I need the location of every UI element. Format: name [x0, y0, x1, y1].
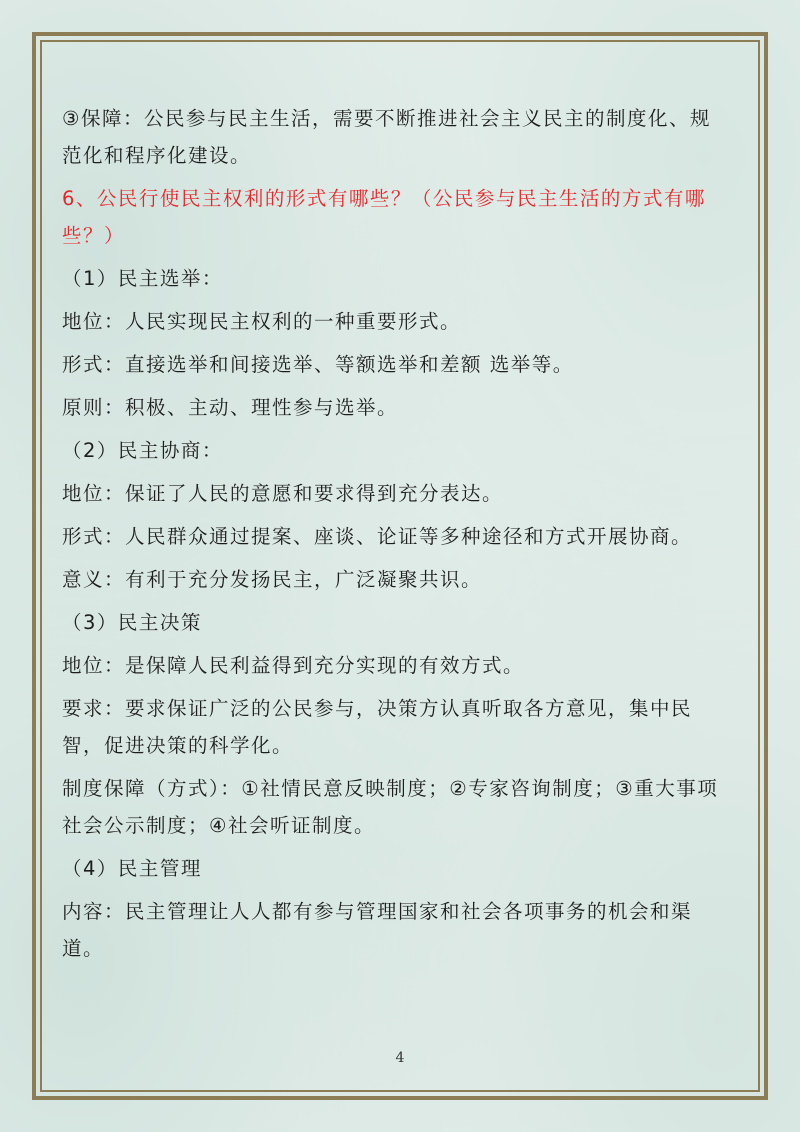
page-number: 4 [395, 1050, 405, 1066]
subsection-title-management: （4）民主管理 [62, 857, 202, 880]
election-form: 形式：直接选举和间接选举、等额选举和差额 选举等。 [62, 353, 574, 376]
document-body [62, 100, 722, 967]
subsection-title-decision: （3）民主决策 [62, 611, 202, 634]
decision-system: 制度保障（方式）：①社情民意反映制度；②专家咨询制度；③重大事项社会公示制度；④社会听证制度。 [62, 777, 719, 837]
section-heading-6: 6、公民行使民主权利的形式有哪些？（公民参与民主生活的方式有哪些？） [62, 187, 706, 247]
consultation-meaning: 意义：有利于充分发扬民主，广泛凝聚共识。 [62, 568, 483, 591]
paragraph-guarantee: ③保障：公民参与民主生活，需要不断推进社会主义民主的制度化、规范化和程序化建设。 [62, 107, 711, 167]
subsection-title-election: （1）民主选举： [62, 267, 223, 290]
management-content: 内容：民主管理让人人都有参与管理国家和社会各项事务的机会和渠道。 [62, 900, 693, 960]
subsection-title-consultation: （2）民主协商： [62, 439, 223, 462]
election-principle: 原则：积极、主动、理性参与选举。 [62, 396, 399, 419]
consultation-status: 地位：保证了人民的意愿和要求得到充分表达。 [62, 482, 504, 505]
consultation-form: 形式：人民群众通过提案、座谈、论证等多种途径和方式开展协商。 [62, 525, 693, 548]
election-status: 地位：人民实现民主权利的一种重要形式。 [62, 310, 462, 333]
decision-status: 地位：是保障人民利益得到充分实现的有效方式。 [62, 654, 525, 677]
decision-requirement: 要求：要求保证广泛的公民参与，决策方认真听取各方意见，集中民智，促进决策的科学化。 [62, 697, 693, 757]
